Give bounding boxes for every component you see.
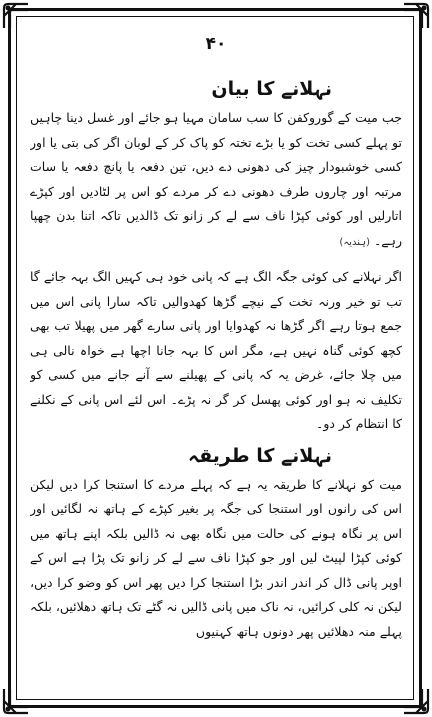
paragraph-bathing-intro: [30, 106, 402, 255]
page-number: ۴۰: [205, 34, 227, 54]
paragraph-bathing-method: میت کو نہلانے کا طریقہ یہ ہے کہ پہلے مردے کا استنجا کرا دیں لیکن اس کی رانوں اور استنجا کی جگہ پر بغیر کپڑے کے ہاتھ نہ لگائیں اور اس پر نگاہ ہونے کی حالت میں نگاہ بھی نہ ڈالیں بلکہ اپنے ہاتھ میں کوئی کپڑا لپیٹ لیں اور جو کپڑا ناف سے لے کر زانو تک پڑا ہے اس کے اوپر پانی ڈال کر اندر اندر بڑا استنجا کرا دیں پھر اس کو وضو کرا دیں، لیکن نہ کلی کرائیں، نہ ناک میں پانی ڈالیں نہ گٹے تک ہاتھ دھلائیں، بلکہ پہلے منہ دھلائیں پھر دونوں ہاتھ کہنیوں: [30, 476, 402, 639]
source-note: (ہندیہ): [339, 236, 370, 248]
page-content: [30, 78, 402, 698]
section-heading-bathing: نہلانے کا بیان: [211, 78, 332, 100]
paragraph-bathing-intro-text: جب میت کے گوروکفن کا سب سامان مہیا ہو جائے اور غسل دینا چاہیں تو پہلے کسی تخت کو یا بڑے تختہ کو پاک کر کے لوبان اگر کی بتی یا اور کسی خوشبودار چیز کی دھونی دے دیں، تین دفعہ یا پانچ دفعہ یا سات مرتبہ اور چاروں طرف دھونی دے کر مردے کو اس پر لٹادیں اور کپڑے اتارلیں اور کوئی کپڑا ناف سے لے کر زانو تک ڈالدیں تاکہ اتنا بدن چھپا رہے۔: [30, 110, 402, 248]
corner-ornament-bottom-left: [2, 687, 30, 715]
corner-ornament-top-left: [2, 2, 30, 30]
corner-ornament-top-right: [402, 2, 430, 30]
paragraph-bathing-place: اگر نہلانے کی کوئی جگہ الگ ہے کہ پانی خود ہی کہیں الگ بہہ جائے گا تب تو خیر ورنہ تخت کے نیچے گڑھا کھدوالیں تاکہ سارا پانی اس میں جمع ہوتا رہے اگر گڑھا نہ کھدوایا اور پانی سارے گھر میں پھیلا تب بھی کچھ کوئی گناہ نہیں ہے، مگر اس کا بہہ جانا اچھا ہے خواہ نالی ہی میں چلا جائے، غرض یہ کہ پانی کے پھیلنے سے آنے جانے میں کسی کو تکلیف نہ ہو اور کوئی پھسل کر گر نہ پڑے۔ اس لئے اس پانی کے نکلنے کا انتظام کر دو۔: [30, 269, 402, 431]
corner-ornament-bottom-right: [402, 687, 430, 715]
section-heading-method: نہلانے کا طریقہ: [187, 444, 332, 467]
